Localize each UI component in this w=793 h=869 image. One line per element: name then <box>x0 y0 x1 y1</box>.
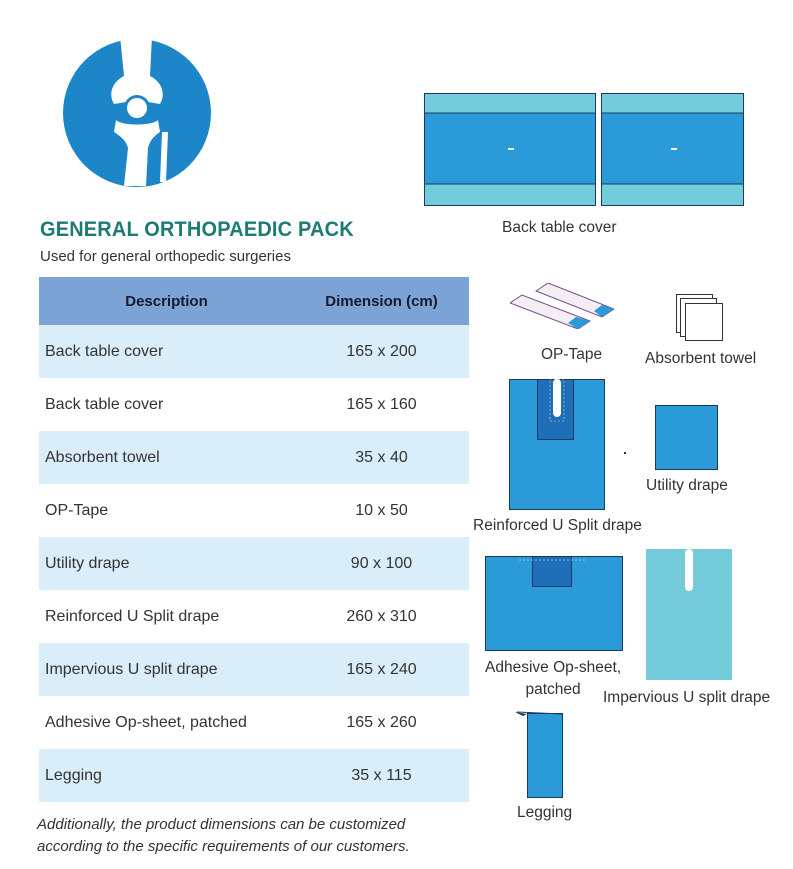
table-row <box>39 431 469 484</box>
row-dimension: 165 x 160 <box>346 395 417 413</box>
impervious-u-split-drape-image <box>646 549 732 680</box>
back-table-cover-image <box>424 93 744 206</box>
knee-joint-icon <box>62 36 212 190</box>
absorbent-towel-image <box>676 294 724 342</box>
reinforced-u-split-drape-caption: Reinforced U Split drape <box>473 517 642 534</box>
op-tape-image <box>510 283 614 329</box>
table-row <box>39 696 469 749</box>
row-dimension: 165 x 240 <box>346 660 417 678</box>
stray-dot <box>624 452 626 454</box>
op-tape-caption: OP-Tape <box>541 346 603 363</box>
adhesive-caption-line-2: patched <box>525 681 581 698</box>
reinforced-u-split-drape-image <box>509 379 605 510</box>
impervious-u-split-drape-caption: Impervious U split drape <box>603 689 771 706</box>
utility-drape-caption: Utility drape <box>646 477 728 494</box>
row-description: Utility drape <box>45 554 130 572</box>
row-dimension: 90 x 100 <box>350 554 413 572</box>
table-row <box>39 378 469 431</box>
row-description: Back table cover <box>45 342 164 360</box>
back-table-cover-caption: Back table cover <box>502 219 617 236</box>
row-description: OP-Tape <box>45 501 109 519</box>
row-dimension: 165 x 200 <box>346 342 417 360</box>
utility-drape-image <box>655 405 718 470</box>
table-row <box>39 537 469 590</box>
adhesive-caption-line-1: Adhesive Op-sheet, <box>485 659 622 676</box>
row-description: Impervious U split drape <box>45 660 218 678</box>
customization-note <box>37 814 467 858</box>
row-description: Reinforced U Split drape <box>45 607 220 625</box>
legging-image <box>515 710 565 798</box>
table-row <box>39 325 469 378</box>
table-header <box>39 277 469 325</box>
table-row <box>39 643 469 696</box>
table-body <box>39 325 469 802</box>
row-description: Legging <box>45 766 102 784</box>
header-dimension: Dimension (cm) <box>325 292 438 310</box>
table-row <box>39 484 469 537</box>
row-description: Adhesive Op-sheet, patched <box>45 713 247 731</box>
table-row <box>39 749 469 802</box>
note-line-1: Additionally, the product dimensions can be customized <box>37 816 406 833</box>
row-dimension: 10 x 50 <box>355 501 408 519</box>
row-dimension: 35 x 40 <box>355 448 408 466</box>
row-dimension: 165 x 260 <box>346 713 417 731</box>
adhesive-op-sheet-caption <box>485 657 621 701</box>
row-description: Absorbent towel <box>45 448 160 466</box>
note-line-2: according to the specific requirements of our customers. <box>37 838 410 855</box>
pack-title: GENERAL ORTHOPAEDIC PACK <box>40 218 354 241</box>
row-dimension: 35 x 115 <box>351 766 412 784</box>
dimensions-table <box>39 277 469 802</box>
header-description: Description <box>125 292 208 310</box>
legging-caption: Legging <box>517 804 573 821</box>
row-description: Back table cover <box>45 395 164 413</box>
pack-subtitle: Used for general orthopedic surgeries <box>40 248 291 265</box>
row-dimension: 260 x 310 <box>346 607 417 625</box>
absorbent-towel-caption: Absorbent towel <box>645 350 757 367</box>
table-row <box>39 590 469 643</box>
adhesive-op-sheet-image <box>485 556 623 651</box>
